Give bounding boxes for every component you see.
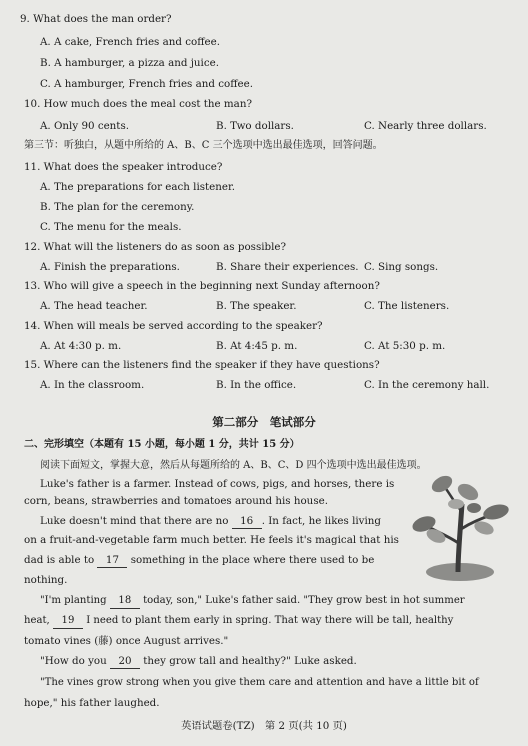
q14-stem: 14. When will meals be served according to the speaker? bbox=[24, 320, 323, 332]
passage-text: dad is able to bbox=[24, 554, 95, 566]
blank-17: 17 bbox=[97, 553, 127, 568]
passage-line-1: Luke's father is a farmer. Instead of cows, pigs, and horses, there is bbox=[40, 478, 395, 490]
passage-text: heat, bbox=[24, 615, 50, 626]
q12-option-a: A. Finish the preparations. bbox=[40, 261, 180, 273]
q13-option-b: B. The speaker. bbox=[216, 300, 297, 312]
q11-option-b: B. The plan for the ceremony. bbox=[40, 201, 195, 213]
passage-text: I need to plant them early in spring. That way there will be tall, healthy bbox=[86, 615, 454, 626]
passage-text: "I'm planting bbox=[40, 595, 107, 606]
passage-text: today, son," Luke's father said. "They grow best in hot summer bbox=[143, 595, 465, 606]
q13-option-c: C. The listeners. bbox=[364, 300, 450, 312]
q10-option-c: C. Nearly three dollars. bbox=[364, 120, 487, 132]
q15-option-c: C. In the ceremony hall. bbox=[364, 379, 490, 391]
blank-20: 20 bbox=[110, 654, 140, 669]
part2-title: 第二部分 笔试部分 bbox=[212, 415, 316, 429]
q13-option-a: A. The head teacher. bbox=[40, 300, 148, 312]
q9-option-b: B. A hamburger, a pizza and juice. bbox=[40, 57, 219, 69]
q11-option-a: A. The preparations for each listener. bbox=[40, 181, 236, 193]
passage-text: something in the place where there used to be bbox=[130, 554, 375, 566]
cloze-instruction: 阅读下面短文，掌握大意，然后从每题所给的 A、B、C、D 四个选项中选出最佳选项。 bbox=[40, 460, 427, 471]
q10-option-a: A. Only 90 cents. bbox=[40, 120, 130, 132]
passage-line-3 bbox=[40, 514, 381, 529]
page-footer: 英语试题卷(TZ) 第 2 页(共 10 页) bbox=[181, 720, 347, 732]
q10-stem: 10. How much does the meal cost the man? bbox=[24, 98, 252, 110]
q15-stem: 15. Where can the listeners find the speaker if they have questions? bbox=[24, 359, 380, 371]
blank-19: 19 bbox=[53, 614, 83, 629]
passage-line-11: "The vines grow strong when you give them care and attention and have a little bit of bbox=[40, 677, 479, 688]
blank-18: 18 bbox=[110, 594, 140, 609]
plant-illustration bbox=[408, 474, 512, 584]
section3-instruction: 第三节：听独白，从题中所给的 A、B、C 三个选项中选出最佳选项，回答问题。 bbox=[24, 140, 383, 151]
passage-line-6: nothing. bbox=[24, 574, 68, 586]
passage-line-10 bbox=[40, 654, 357, 669]
passage-line-9: tomato vines (藤) once August arrives." bbox=[24, 635, 229, 647]
cloze-section-title: 二、完形填空（本题有 15 小题，每小题 1 分，共计 15 分） bbox=[24, 439, 300, 450]
q9-stem: 9. What does the man order? bbox=[20, 13, 172, 25]
q9-option-c: C. A hamburger, French fries and coffee. bbox=[40, 78, 253, 90]
q14-option-a: A. At 4:30 p. m. bbox=[40, 340, 122, 352]
passage-text: "How do you bbox=[40, 655, 107, 667]
passage-line-7 bbox=[40, 594, 465, 609]
q15-option-a: A. In the classroom. bbox=[40, 379, 145, 391]
q11-stem: 11. What does the speaker introduce? bbox=[24, 161, 223, 173]
passage-line-4: on a fruit-and-vegetable farm much better. He feels it's magical that his bbox=[24, 534, 399, 546]
q14-option-b: B. At 4:45 p. m. bbox=[216, 340, 298, 352]
q10-option-b: B. Two dollars. bbox=[216, 120, 294, 132]
q12-option-b: B. Share their experiences. bbox=[216, 261, 359, 273]
passage-text: they grow tall and healthy?" Luke asked. bbox=[143, 655, 357, 667]
q12-stem: 12. What will the listeners do as soon as possible? bbox=[24, 241, 287, 253]
passage-text: Luke doesn't mind that there are no bbox=[40, 515, 229, 527]
q9-option-a: A. A cake, French fries and coffee. bbox=[40, 36, 220, 48]
q13-stem: 13. Who will give a speech in the beginning next Sunday afternoon? bbox=[24, 280, 380, 292]
passage-text: . In fact, he likes living bbox=[261, 515, 382, 527]
q11-option-c: C. The menu for the meals. bbox=[40, 221, 182, 233]
q15-option-b: B. In the office. bbox=[216, 379, 297, 391]
q14-option-c: C. At 5:30 p. m. bbox=[364, 340, 446, 352]
passage-line-2: corn, beans, strawberries and tomatoes around his house. bbox=[24, 495, 328, 507]
passage-line-8 bbox=[24, 614, 453, 629]
blank-16: 16 bbox=[232, 514, 262, 529]
q12-option-c: C. Sing songs. bbox=[364, 261, 439, 273]
passage-line-5 bbox=[24, 553, 374, 568]
passage-line-12: hope," his father laughed. bbox=[24, 697, 160, 709]
